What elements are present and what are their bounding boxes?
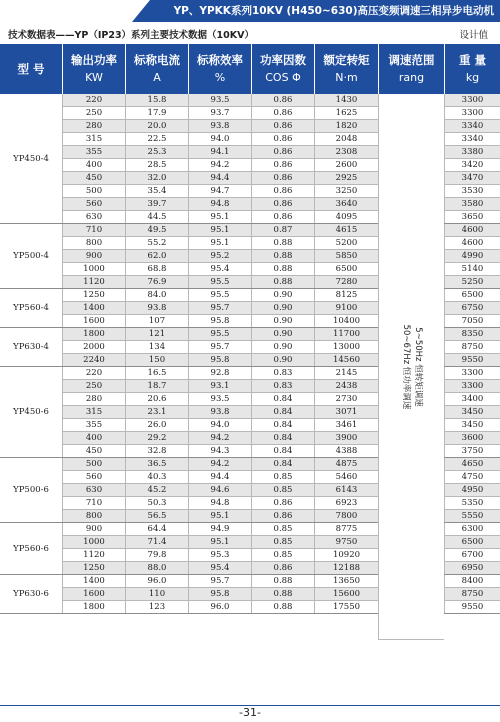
table-cell: 3071	[314, 406, 378, 419]
table-cell: 45.2	[125, 484, 188, 497]
table-cell: 64.4	[125, 523, 188, 536]
table-cell: 3450	[444, 406, 500, 419]
speed-range-text	[400, 324, 424, 409]
table-cell: 110	[125, 588, 188, 601]
table-cell: 123	[125, 601, 188, 614]
table-cell: 32.8	[125, 445, 188, 458]
table-cell: 93.8	[188, 406, 251, 419]
table-cell: 3300	[444, 380, 500, 393]
table-cell: 560	[62, 198, 125, 211]
table-cell: 8775	[314, 523, 378, 536]
table-cell: 10920	[314, 549, 378, 562]
banner-wedge	[132, 0, 150, 22]
table-cell: 280	[62, 393, 125, 406]
table-cell: 0.90	[251, 302, 314, 315]
table-cell: 94.4	[188, 172, 251, 185]
serial-label: 设计值	[459, 30, 488, 41]
table-cell: 6300	[444, 523, 500, 536]
table-cell: 2048	[314, 133, 378, 146]
table-cell: 39.7	[125, 198, 188, 211]
table-cell: 0.85	[251, 484, 314, 497]
group-divider	[444, 613, 500, 614]
table-cell: 1625	[314, 107, 378, 120]
table-cell: 6500	[314, 263, 378, 276]
table-cell: 95.5	[188, 289, 251, 302]
table-cell: 94.8	[188, 497, 251, 510]
header-label: 重 量	[458, 53, 486, 67]
table-cell: 0.84	[251, 445, 314, 458]
table-cell: 710	[62, 497, 125, 510]
table-cell: 220	[62, 94, 125, 107]
model-type-cell: YP450-4	[0, 94, 62, 224]
table-cell: 15600	[314, 588, 378, 601]
table-cell: 8750	[444, 588, 500, 601]
table-cell: 36.5	[125, 458, 188, 471]
table-cell: 0.85	[251, 536, 314, 549]
table-cell: 6923	[314, 497, 378, 510]
table-cell: 0.86	[251, 510, 314, 523]
model-type-cell: YP560-6	[0, 523, 62, 575]
table-cell: 20.0	[125, 120, 188, 133]
table-cell: 3250	[314, 185, 378, 198]
table-cell: 20.6	[125, 393, 188, 406]
model-type-cell: YP630-6	[0, 575, 62, 614]
table-cell: 3750	[444, 445, 500, 458]
header-unit: %	[214, 71, 226, 84]
table-cell: 3300	[444, 367, 500, 380]
speed-range-line2: 50~67Hz 恒功率调速	[400, 324, 411, 409]
table-cell: 0.86	[251, 120, 314, 133]
table-cell: 96.0	[125, 575, 188, 588]
table-cell: 3470	[444, 172, 500, 185]
table-cell: 4600	[444, 224, 500, 237]
table-cell: 4650	[444, 458, 500, 471]
table-cell: 94.6	[188, 484, 251, 497]
table-cell: 2000	[62, 341, 125, 354]
table-cell: 94.2	[188, 159, 251, 172]
table-cell: 900	[62, 523, 125, 536]
table-cell: 0.86	[251, 172, 314, 185]
group-divider	[0, 613, 378, 614]
header-unit: COS Φ	[265, 71, 301, 84]
table-cell: 4388	[314, 445, 378, 458]
table-cell: 3900	[314, 432, 378, 445]
table-cell: 94.0	[188, 419, 251, 432]
table-cell: 0.85	[251, 523, 314, 536]
table-cell: 3530	[444, 185, 500, 198]
table-cell: 95.8	[188, 315, 251, 328]
table-cell: 40.3	[125, 471, 188, 484]
table-cell: 95.4	[188, 562, 251, 575]
table-cell: 94.9	[188, 523, 251, 536]
table-cell: 94.8	[188, 198, 251, 211]
table-cell: 14560	[314, 354, 378, 367]
table-cell: 4600	[444, 237, 500, 250]
table-cell: 630	[62, 484, 125, 497]
header-label: 型 号	[17, 61, 45, 76]
table-cell: 93.7	[188, 107, 251, 120]
table-cell: 0.84	[251, 393, 314, 406]
header-col-1	[62, 44, 125, 94]
header-col-6	[378, 44, 444, 94]
table-cell: 3340	[444, 133, 500, 146]
header-unit: KW	[85, 71, 103, 84]
header-label: 标称电流	[134, 53, 180, 67]
header-label: 额定转矩	[323, 53, 370, 67]
table-cell: 4095	[314, 211, 378, 224]
header-unit: N·m	[335, 71, 358, 84]
table-cell: 0.84	[251, 458, 314, 471]
table-cell: 3640	[314, 198, 378, 211]
table-cell: 76.9	[125, 276, 188, 289]
table-cell: 630	[62, 211, 125, 224]
table-cell: 3300	[444, 94, 500, 107]
table-cell: 28.5	[125, 159, 188, 172]
table-cell: 2308	[314, 146, 378, 159]
table-cell: 2730	[314, 393, 378, 406]
table-cell: 3461	[314, 419, 378, 432]
table-cell: 1600	[62, 588, 125, 601]
table-cell: 13000	[314, 341, 378, 354]
table-cell: 93.5	[188, 393, 251, 406]
table-cell: 710	[62, 224, 125, 237]
table-cell: 3420	[444, 159, 500, 172]
table-cell: 7050	[444, 315, 500, 328]
table-cell: 17.9	[125, 107, 188, 120]
table-cell: 121	[125, 328, 188, 341]
table-cell: 0.86	[251, 133, 314, 146]
table-cell: 6500	[444, 536, 500, 549]
table-cell: 107	[125, 315, 188, 328]
table-cell: 400	[62, 432, 125, 445]
table-cell: 1820	[314, 120, 378, 133]
table-cell: 0.85	[251, 471, 314, 484]
table-cell: 0.83	[251, 380, 314, 393]
table-cell: 7800	[314, 510, 378, 523]
table-cell: 29.2	[125, 432, 188, 445]
table-cell: 0.86	[251, 198, 314, 211]
table-cell: 17550	[314, 601, 378, 614]
model-type-cell: YP630-4	[0, 328, 62, 367]
table-cell: 9750	[314, 536, 378, 549]
model-type-cell: YP500-6	[0, 458, 62, 523]
header-label: 输出功率	[71, 53, 117, 67]
table-cell: 1000	[62, 536, 125, 549]
table-cell: 250	[62, 107, 125, 120]
table-cell: 93.5	[188, 94, 251, 107]
table-cell: 94.4	[188, 471, 251, 484]
table-cell: 2600	[314, 159, 378, 172]
table-cell: 26.0	[125, 419, 188, 432]
table-cell: 5350	[444, 497, 500, 510]
table-cell: 3400	[444, 393, 500, 406]
table-cell: 94.1	[188, 146, 251, 159]
table-cell: 4990	[444, 250, 500, 263]
table-cell: 4950	[444, 484, 500, 497]
table-cell: 0.88	[251, 237, 314, 250]
table-cell: 95.4	[188, 263, 251, 276]
table-cell: 15.8	[125, 94, 188, 107]
table-cell: 94.3	[188, 445, 251, 458]
table-cell: 5460	[314, 471, 378, 484]
table-cell: 95.1	[188, 510, 251, 523]
table-cell: 95.1	[188, 536, 251, 549]
table-cell: 0.88	[251, 588, 314, 601]
table-cell: 5850	[314, 250, 378, 263]
table-cell: 355	[62, 146, 125, 159]
table-cell: 95.7	[188, 575, 251, 588]
table-cell: 0.86	[251, 211, 314, 224]
header-unit: kg	[465, 71, 480, 84]
table-cell: 0.84	[251, 419, 314, 432]
table-cell: 4750	[444, 471, 500, 484]
table-cell: 315	[62, 406, 125, 419]
table-cell: 0.88	[251, 601, 314, 614]
table-cell: 0.90	[251, 354, 314, 367]
table-cell: 49.5	[125, 224, 188, 237]
table-cell: 6500	[444, 289, 500, 302]
table-cell: 22.5	[125, 133, 188, 146]
table-cell: 900	[62, 250, 125, 263]
table-cell: 0.90	[251, 328, 314, 341]
table-cell: 71.4	[125, 536, 188, 549]
header-col-2	[125, 44, 188, 94]
table-cell: 1600	[62, 315, 125, 328]
table-cell: 18.7	[125, 380, 188, 393]
table-cell: 0.84	[251, 406, 314, 419]
table-cell: 4875	[314, 458, 378, 471]
table-cell: 8750	[444, 341, 500, 354]
table-cell: 1800	[62, 601, 125, 614]
table-cell: 1250	[62, 562, 125, 575]
table-caption	[8, 27, 494, 41]
header-unit: rang	[398, 71, 425, 84]
table-cell: 4615	[314, 224, 378, 237]
table-cell: 3650	[444, 211, 500, 224]
header-col-5	[314, 44, 378, 94]
table-cell: 0.86	[251, 562, 314, 575]
table-cell: 0.83	[251, 367, 314, 380]
table-cell: 450	[62, 172, 125, 185]
table-cell: 68.8	[125, 263, 188, 276]
header-label: 标称效率	[197, 53, 243, 67]
table-cell: 1120	[62, 276, 125, 289]
table-cell: 0.86	[251, 94, 314, 107]
table-cell: 95.7	[188, 302, 251, 315]
table-cell: 2438	[314, 380, 378, 393]
table-cell: 355	[62, 419, 125, 432]
table-cell: 95.3	[188, 549, 251, 562]
table-cell: 95.1	[188, 211, 251, 224]
table-cell: 220	[62, 367, 125, 380]
table-cell: 9550	[444, 601, 500, 614]
table-cell: 5140	[444, 263, 500, 276]
table-cell: 50.3	[125, 497, 188, 510]
table-cell: 0.90	[251, 341, 314, 354]
table-cell: 6700	[444, 549, 500, 562]
table-cell: 1250	[62, 289, 125, 302]
table-cell: 56.5	[125, 510, 188, 523]
header-col-4	[251, 44, 314, 94]
table-cell: 92.8	[188, 367, 251, 380]
table-cell: 16.5	[125, 367, 188, 380]
table-cell: 93.8	[188, 120, 251, 133]
table-cell: 3340	[444, 120, 500, 133]
table-cell: 95.5	[188, 276, 251, 289]
table-cell: 95.8	[188, 588, 251, 601]
table-cell: 0.88	[251, 276, 314, 289]
table-cell: 0.86	[251, 497, 314, 510]
table-cell: 95.2	[188, 250, 251, 263]
table-cell: 800	[62, 237, 125, 250]
table-cell: 0.86	[251, 185, 314, 198]
table-cell: 3600	[444, 432, 500, 445]
table-cell: 2240	[62, 354, 125, 367]
table-cell: 1000	[62, 263, 125, 276]
header-col-7	[444, 44, 500, 94]
speed-range-cell	[378, 94, 444, 640]
table-cell: 23.1	[125, 406, 188, 419]
table-cell: 1800	[62, 328, 125, 341]
table-cell: 62.0	[125, 250, 188, 263]
table-header	[0, 44, 500, 94]
page-title: YP、YPKK系列10KV (H450~630)高压变频调速三相异步电动机	[173, 5, 494, 17]
table-cell: 315	[62, 133, 125, 146]
table-cell: 6750	[444, 302, 500, 315]
table-cell: 0.86	[251, 146, 314, 159]
table-cell: 6950	[444, 562, 500, 575]
table-cell: 5200	[314, 237, 378, 250]
header-label: 调速范围	[388, 53, 435, 67]
header-col-3	[188, 44, 251, 94]
table-cell: 450	[62, 445, 125, 458]
table-cell: 1120	[62, 549, 125, 562]
table-cell: 800	[62, 510, 125, 523]
table-cell: 5250	[444, 276, 500, 289]
table-cell: 93.8	[125, 302, 188, 315]
table-cell: 0.88	[251, 263, 314, 276]
page-number: -31-	[239, 706, 261, 719]
table-cell: 0.86	[251, 159, 314, 172]
table-cell: 0.84	[251, 432, 314, 445]
table-cell: 3300	[444, 107, 500, 120]
table-subtitle: 技术数据表——YP（IP23）系列主要技术数据（10KV）	[8, 30, 254, 41]
table-cell: 95.7	[188, 341, 251, 354]
header-label: 功率因数	[260, 53, 306, 67]
model-type-cell: YP500-4	[0, 224, 62, 289]
table-cell: 88.0	[125, 562, 188, 575]
table-cell: 280	[62, 120, 125, 133]
table-cell: 0.90	[251, 315, 314, 328]
table-cell: 55.2	[125, 237, 188, 250]
table-cell: 44.5	[125, 211, 188, 224]
table-cell: 8125	[314, 289, 378, 302]
table-cell: 6143	[314, 484, 378, 497]
table-cell: 94.2	[188, 432, 251, 445]
header-col-0	[0, 44, 62, 94]
table-cell: 12188	[314, 562, 378, 575]
table-cell: 1400	[62, 302, 125, 315]
table-cell: 95.8	[188, 354, 251, 367]
table-cell: 9550	[444, 354, 500, 367]
table-cell: 0.86	[251, 107, 314, 120]
table-cell: 95.1	[188, 224, 251, 237]
table-cell: 25.3	[125, 146, 188, 159]
speed-range-line1: 5~50Hz 恒转矩调速	[412, 326, 423, 407]
table-cell: 0.85	[251, 549, 314, 562]
table-cell: 1400	[62, 575, 125, 588]
table-cell: 5550	[444, 510, 500, 523]
table-cell: 96.0	[188, 601, 251, 614]
table-cell: 560	[62, 471, 125, 484]
table-cell: 0.87	[251, 224, 314, 237]
table-cell: 150	[125, 354, 188, 367]
table-cell: 11700	[314, 328, 378, 341]
table-cell: 1430	[314, 94, 378, 107]
table-cell: 32.0	[125, 172, 188, 185]
top-banner	[0, 0, 500, 22]
model-type-cell: YP450-6	[0, 367, 62, 458]
table-cell: 400	[62, 159, 125, 172]
table-cell: 134	[125, 341, 188, 354]
table-cell: 3380	[444, 146, 500, 159]
table-cell: 84.0	[125, 289, 188, 302]
table-cell: 94.7	[188, 185, 251, 198]
table-cell: 95.1	[188, 237, 251, 250]
model-type-cell: YP560-4	[0, 289, 62, 328]
table-cell: 0.88	[251, 575, 314, 588]
table-cell: 500	[62, 185, 125, 198]
table-cell: 0.90	[251, 289, 314, 302]
header-unit: A	[153, 71, 161, 84]
table-cell: 500	[62, 458, 125, 471]
table-cell: 9100	[314, 302, 378, 315]
table-cell: 94.0	[188, 133, 251, 146]
table-cell: 250	[62, 380, 125, 393]
table-cell: 95.5	[188, 328, 251, 341]
table-cell: 2925	[314, 172, 378, 185]
table-cell: 10400	[314, 315, 378, 328]
table-cell: 0.88	[251, 250, 314, 263]
table-cell: 94.2	[188, 458, 251, 471]
table-cell: 93.1	[188, 380, 251, 393]
table-cell: 35.4	[125, 185, 188, 198]
table-cell: 8400	[444, 575, 500, 588]
table-cell: 3450	[444, 419, 500, 432]
table-cell: 2145	[314, 367, 378, 380]
table-cell: 8350	[444, 328, 500, 341]
table-cell: 79.8	[125, 549, 188, 562]
table-cell: 13650	[314, 575, 378, 588]
table-cell: 7280	[314, 276, 378, 289]
table-cell: 3580	[444, 198, 500, 211]
